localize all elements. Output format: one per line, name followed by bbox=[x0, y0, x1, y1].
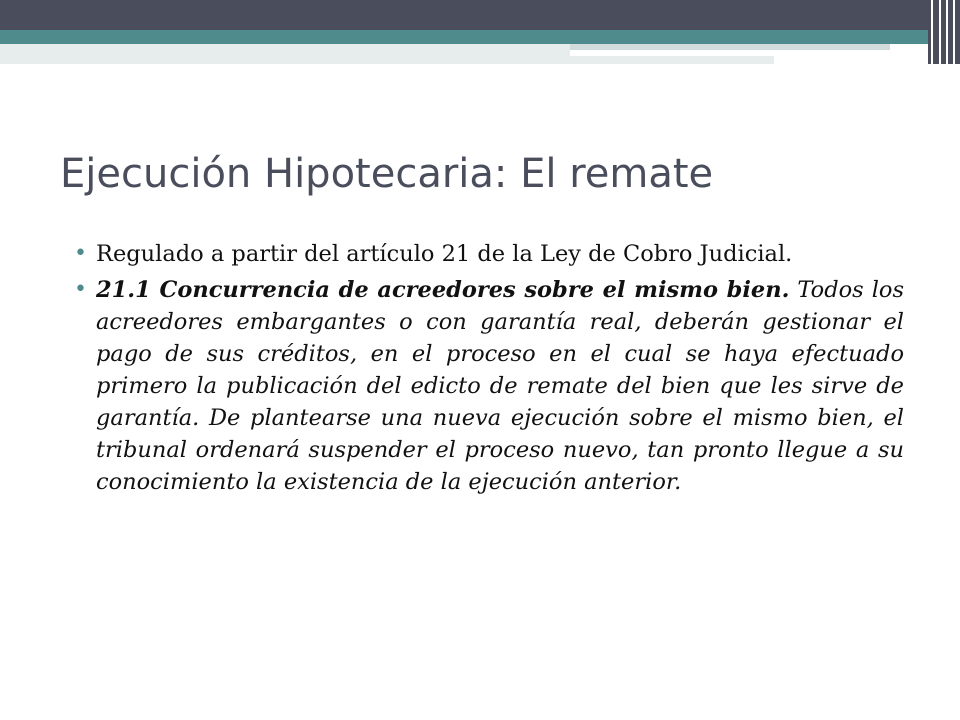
header-edge-line bbox=[953, 0, 955, 64]
header-edge-line bbox=[946, 0, 948, 64]
bullet-bold-lead: 21.1 Concurrencia de acreedores sobre el mismo bien. bbox=[96, 277, 790, 303]
header-bar-light bbox=[0, 44, 570, 64]
header-bar-teal bbox=[0, 30, 928, 44]
header-bar-light-accent-lower bbox=[570, 56, 774, 64]
slide-title: Ejecución Hipotecaria: El remate bbox=[60, 151, 714, 197]
bullet-item bbox=[74, 238, 904, 270]
bullet-text: Regulado a partir del artículo 21 de la Ley de Cobro Judicial. bbox=[96, 241, 793, 267]
bullet-item bbox=[74, 274, 904, 498]
slide-body bbox=[74, 238, 904, 502]
bullet-dot-icon: • bbox=[74, 277, 87, 302]
bullet-dot-icon: • bbox=[74, 241, 87, 266]
header-bar-light-accent bbox=[570, 44, 890, 50]
header-edge-line bbox=[939, 0, 941, 64]
header-bar-dark bbox=[0, 0, 928, 30]
bullet-text: Todos los acreedores embargantes o con garantía real, deberán gestionar el pago de sus créditos, en el proceso en el cual se haya efectuado primero la publicación del edicto de remate del bien que les sirve de garantía. De plantearse una nueva ejecución sobre el mismo bien, el tribunal ordenará suspender el proceso nuevo, tan pronto llegue a su conocimiento la existencia de la ejecución anterior. bbox=[96, 277, 904, 495]
header-edge-line bbox=[931, 0, 933, 64]
bullet-list bbox=[74, 238, 904, 498]
